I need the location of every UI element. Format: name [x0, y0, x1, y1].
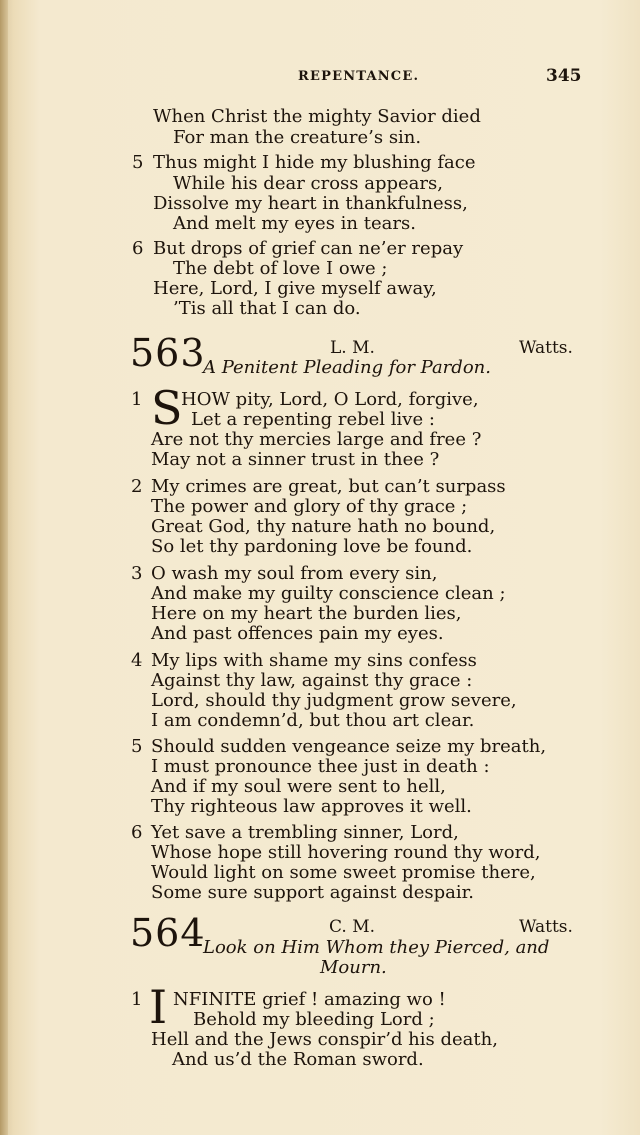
running-head: REPENTANCE. — [298, 69, 420, 84]
hymn-title: Mourn. — [320, 957, 387, 978]
verse-line: Behold my bleeding Lord ; — [193, 1009, 435, 1030]
book-spine-edge — [0, 0, 8, 1135]
verse-line: Are not thy mercies large and free ? — [151, 429, 482, 450]
verse-line: NFINITE grief ! amazing wo ! — [173, 989, 446, 1010]
verse-number: 2 — [131, 476, 143, 497]
verse-line: Thus might I hide my blushing face — [153, 152, 476, 173]
verse-line: Here on my heart the burden lies, — [151, 603, 462, 624]
verse-line: O wash my soul from every sin, — [151, 563, 438, 584]
verse-line: And melt my eyes in tears. — [173, 213, 416, 234]
hymn-author: Watts. — [519, 917, 573, 937]
verse-line: Let a repenting rebel live : — [191, 409, 435, 430]
hymn-number: 563 — [130, 331, 206, 375]
drop-cap: S — [151, 381, 183, 435]
verse-line: My crimes are great, but can’t surpass — [151, 476, 506, 497]
verse-line: And past offences pain my eyes. — [151, 623, 444, 644]
hymn-author: Watts. — [519, 338, 573, 358]
verse-line: Great God, thy nature hath no bound, — [151, 516, 496, 537]
verse-line: Hell and the Jews conspir’d his death, — [151, 1029, 498, 1050]
verse-line: HOW pity, Lord, O Lord, forgive, — [181, 389, 479, 410]
verse-line: And make my guilty conscience clean ; — [151, 583, 506, 604]
hymn-meter: L. M. — [330, 338, 375, 358]
verse-line: So let thy pardoning love be found. — [151, 536, 473, 557]
verse-line: But drops of grief can ne’er repay — [153, 238, 464, 259]
verse-number: 6 — [131, 822, 143, 843]
verse-number: 4 — [131, 650, 143, 671]
verse-line: Dissolve my heart in thankfulness, — [153, 193, 468, 214]
verse-line: Whose hope still hovering round thy word, — [151, 842, 541, 863]
page-header — [0, 66, 640, 90]
verse-line: And us’d the Roman sword. — [172, 1049, 424, 1070]
verse-line: For man the creature’s sin. — [173, 127, 422, 148]
verse-number: 3 — [131, 563, 143, 584]
page-number: 345 — [546, 66, 582, 86]
verse-line: Lord, should thy judgment grow severe, — [151, 690, 517, 711]
verse-line: My lips with shame my sins confess — [151, 650, 477, 671]
verse-number: 1 — [131, 389, 143, 410]
verse-line: Here, Lord, I give myself away, — [153, 278, 437, 299]
verse-line: I am condemn’d, but thou art clear. — [151, 710, 475, 731]
verse-line: ’Tis all that I can do. — [173, 298, 361, 319]
verse-line: The power and glory of thy grace ; — [151, 496, 468, 517]
verse-line: The debt of love I owe ; — [173, 258, 388, 279]
verse-line: Would light on some sweet promise there, — [151, 862, 536, 883]
verse-number: 6 — [132, 238, 144, 259]
verse-line: May not a sinner trust in thee ? — [151, 449, 440, 470]
verse-line: And if my soul were sent to hell, — [151, 776, 446, 797]
verse-number: 5 — [132, 152, 144, 173]
verse-line: Thy righteous law approves it well. — [151, 796, 472, 817]
verse-number: 5 — [131, 736, 143, 757]
hymn-title: A Penitent Pleading for Pardon. — [203, 357, 491, 378]
verse-line: Against thy law, against thy grace : — [151, 670, 473, 691]
hymn-title: Look on Him Whom they Pierced, and — [203, 937, 550, 958]
verse-line: Some sure support against despair. — [151, 882, 474, 903]
verse-line: When Christ the mighty Savior died — [153, 106, 481, 127]
hymn-meter: C. M. — [329, 917, 376, 937]
verse-line: While his dear cross appears, — [173, 173, 443, 194]
hymn-number: 564 — [130, 911, 206, 955]
verse-number: 1 — [131, 989, 143, 1010]
verse-line: Should sudden vengeance seize my breath, — [151, 736, 547, 757]
drop-cap: I — [149, 980, 168, 1034]
verse-line: Yet save a trembling sinner, Lord, — [151, 822, 459, 843]
verse-line: I must pronounce thee just in death : — [151, 756, 490, 777]
